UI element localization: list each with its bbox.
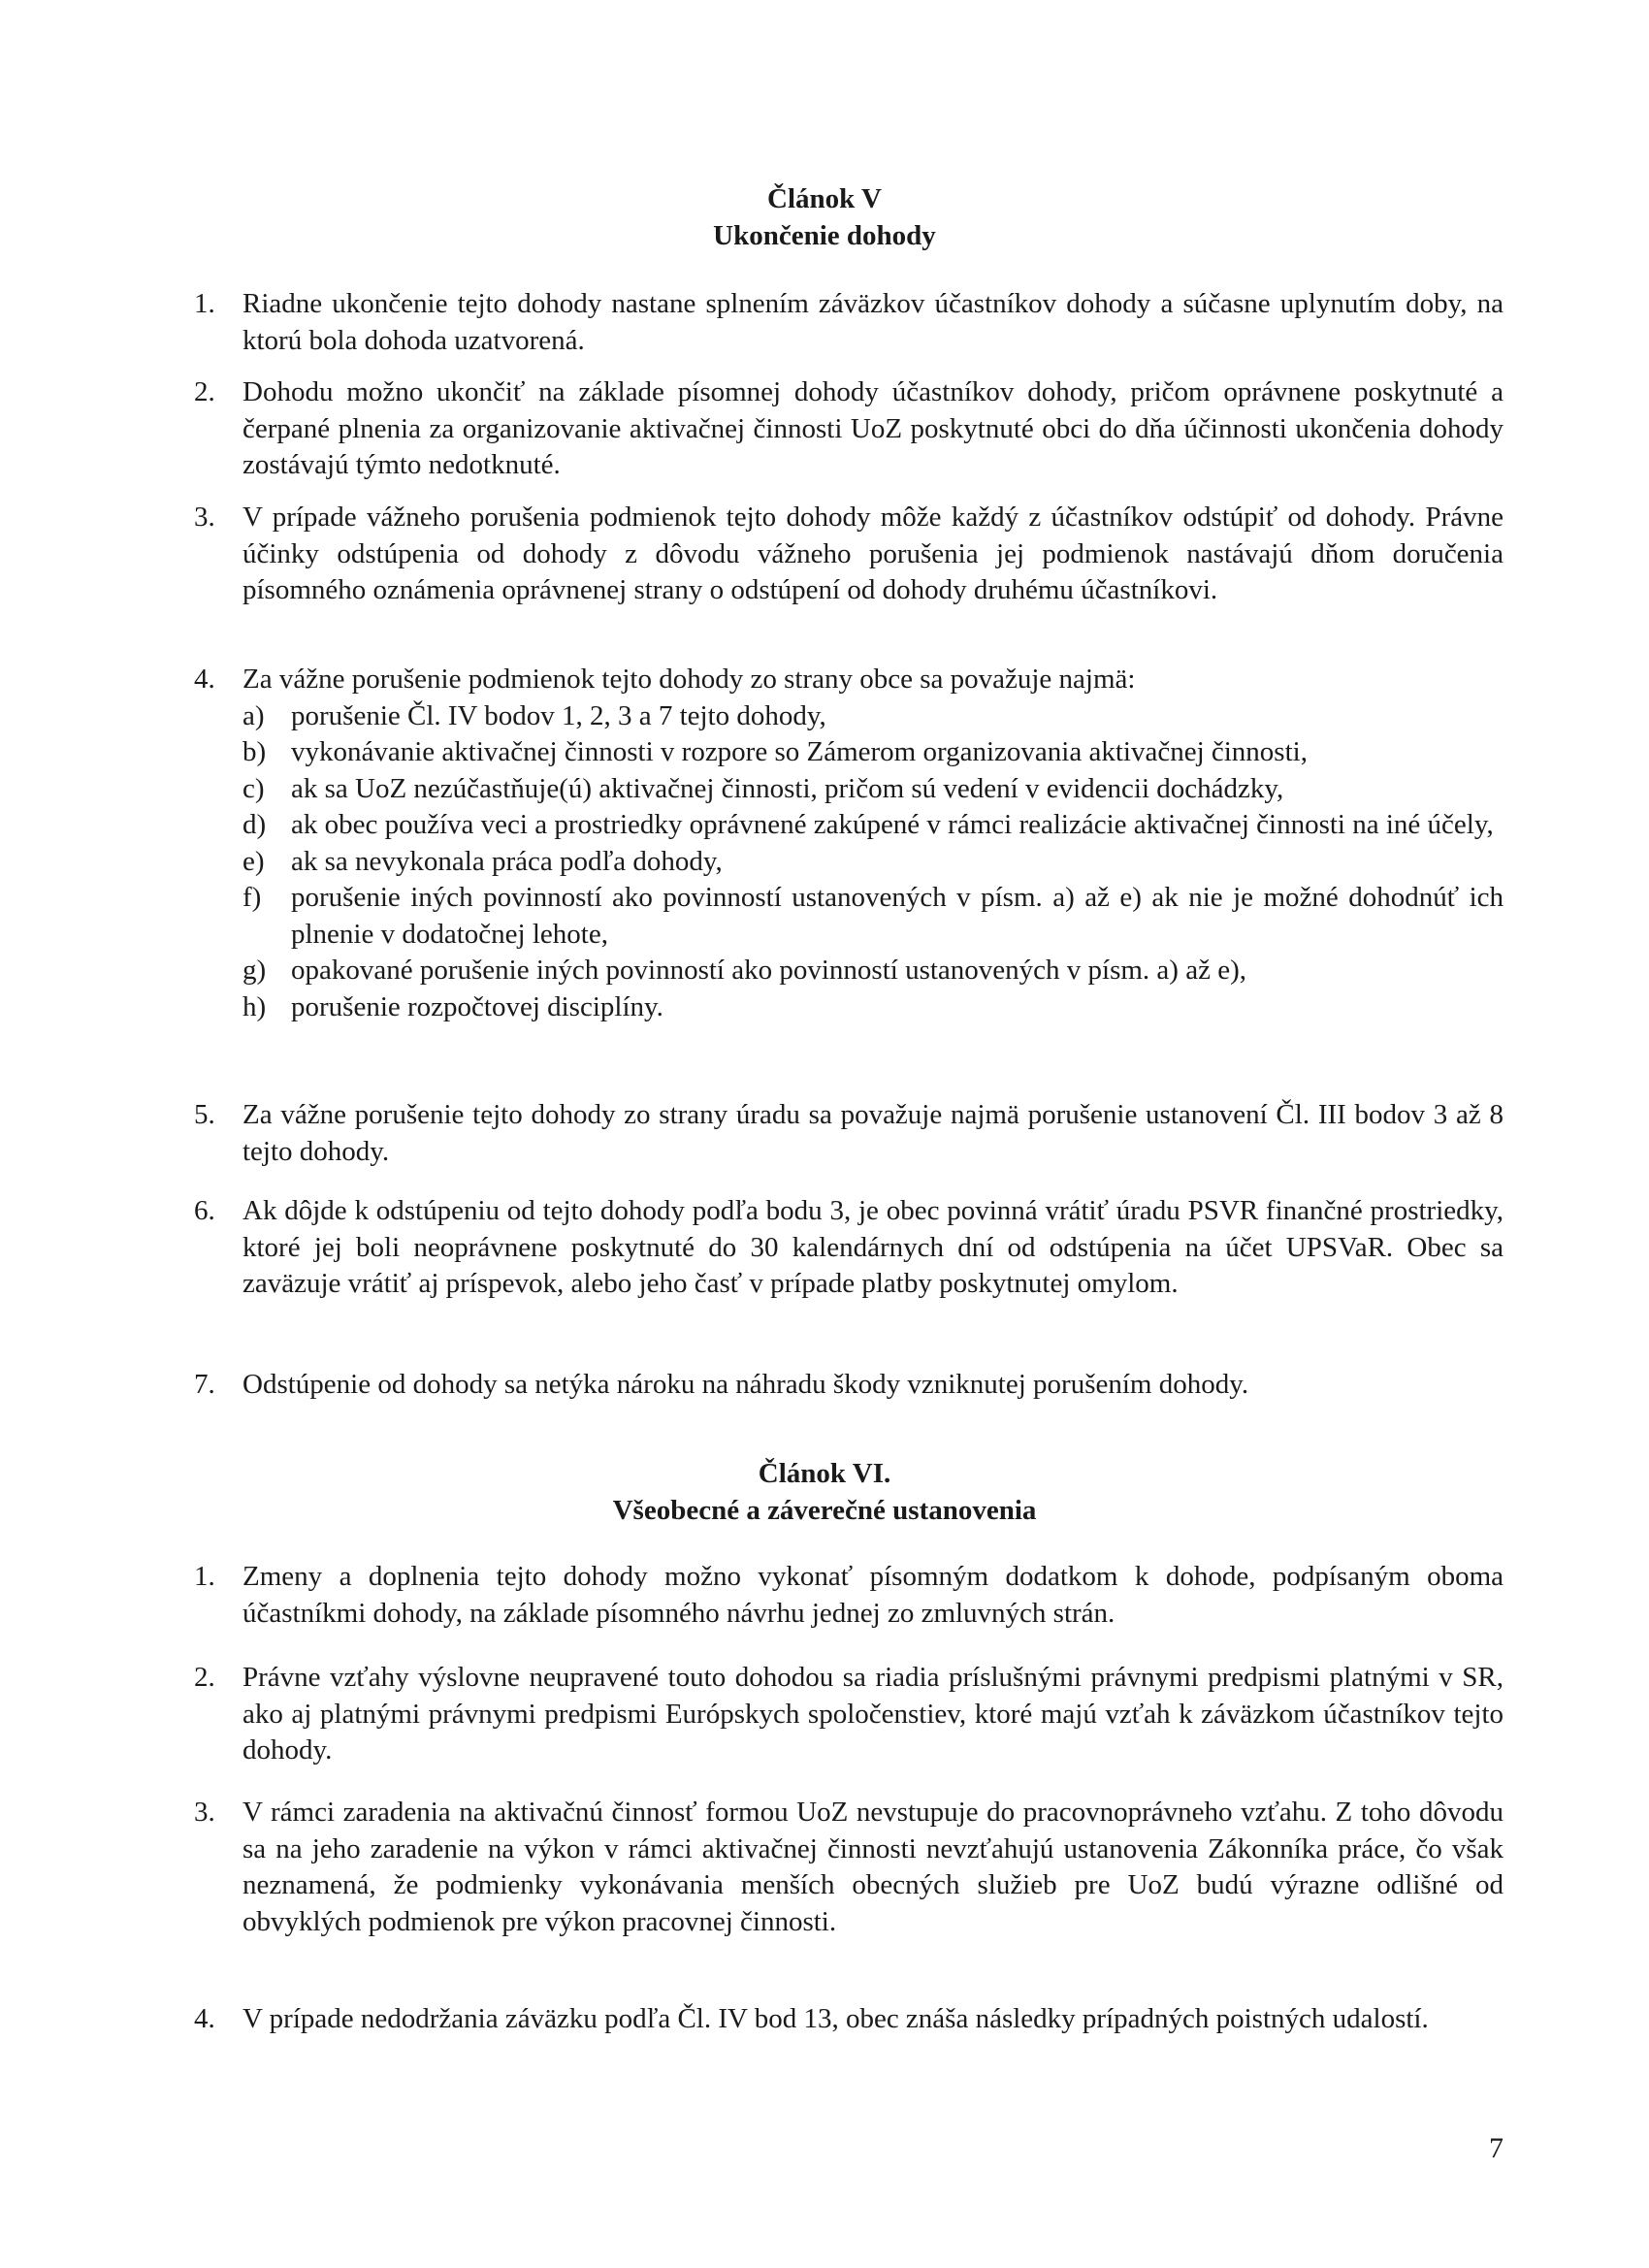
article-5-subheading: Ukončenie dohody (713, 220, 936, 251)
item-text: Zmeny a doplnenia tejto dohody možno vykonať písomným dodatkom k dohode, podpísaným oboma účastníkmi dohody, na základe písomného návrhu jednej zo zmluvných strán. (242, 1561, 1504, 1629)
sub-item-f (242, 880, 1504, 953)
sub-text: porušenie iných povinností ako povinností ustanovených v písm. a) až e) ak nie je možné dohodnúť ich plnenie v dodatočnej lehote, (291, 882, 1504, 950)
item-number: 2. (194, 1662, 215, 1693)
sub-text: ak sa UoZ nezúčastňuje(ú) aktivačnej činnosti, pričom sú vedení v evidencii dochádzky, (291, 772, 1284, 804)
item-text: Odstúpenie od dohody sa netýka nároku na náhradu škody vzniknutej porušením dohody. (242, 1369, 1249, 1400)
sub-letter: c) (242, 772, 265, 804)
sub-item-a (242, 698, 1504, 735)
sub-item-b (242, 734, 1504, 771)
sub-item-g (242, 953, 1504, 989)
item-number: 3. (194, 502, 215, 533)
article-6-item-4 (194, 2001, 1504, 2038)
item-text: V rámci zaradenia na aktivačnú činnosť formou UoZ nevstupuje do pracovnoprávneho vzťahu. Z toho dôvodu sa na jeho zaradenie na výkon v rámci aktivačnej činnosti nevzťahujú ustanovenia Zákonníka práce, čo však neznamená, že podmienky vykonávania menších obecných služieb pre UoZ budú výrazne odlišné od obvyklých podmienok pre výkon pracovnej činnosti. (242, 1797, 1504, 1937)
sub-letter: b) (242, 736, 267, 767)
item-number: 7. (194, 1369, 215, 1400)
article-5-item-5 (194, 1097, 1504, 1170)
sub-letter: e) (242, 845, 265, 877)
item-number: 4. (194, 2003, 215, 2034)
sub-text: opakované porušenie iných povinností ako povinností ustanovených v písm. a) až e), (291, 955, 1246, 986)
item-number: 3. (194, 1797, 215, 1828)
sub-item-h (242, 989, 1504, 1026)
sub-item-e (242, 844, 1504, 881)
sub-letter: h) (242, 990, 267, 1022)
article-5-item-3 (194, 500, 1504, 609)
item-text: Za vážne porušenie podmienok tejto dohody zo strany obce sa považuje najmä: (242, 664, 1136, 695)
item-number: 5. (194, 1099, 215, 1130)
article-5-item-7 (194, 1367, 1504, 1404)
article-5-item-4 (194, 662, 1504, 1025)
article-6-subheading: Všeobecné a záverečné ustanovenia (612, 1495, 1037, 1526)
sub-text: ak obec používa veci a prostriedky oprávnené zakúpené v rámci realizácie aktivačnej činnosti na iné účely, (291, 809, 1494, 840)
sub-list (242, 698, 1504, 1026)
sub-text: ak sa nevykonala práca podľa dohody, (291, 845, 723, 877)
article-5-item-6 (194, 1193, 1504, 1303)
item-text: V prípade vážneho porušenia podmienok tejto dohody môže každý z účastníkov odstúpiť od dohody. Právne účinky odstúpenia od dohody z dôvodu vážneho porušenia jej podmienok nastávajú dňom doručenia písomného oznámenia oprávnenej strany o odstúpení od dohody druhému účastníkovi. (242, 502, 1504, 605)
item-number: 2. (194, 376, 215, 407)
article-5-item-1 (194, 286, 1504, 359)
sub-text: porušenie Čl. IV bodov 1, 2, 3 a 7 tejto dohody, (291, 699, 826, 731)
article-6-heading: Článok VI. (758, 1458, 891, 1489)
item-number: 4. (194, 664, 215, 695)
item-number: 6. (194, 1195, 215, 1226)
sub-letter: a) (242, 699, 265, 731)
sub-item-d (242, 807, 1504, 844)
page-number: 7 (1489, 2132, 1504, 2164)
article-5-heading: Článok V (767, 183, 882, 214)
article-5-item-2 (194, 374, 1504, 484)
item-number: 1. (194, 288, 215, 319)
item-text: Za vážne porušenie tejto dohody zo strany úradu sa považuje najmä porušenie ustanovení Čl. III bodov 3 až 8 tejto dohody. (242, 1099, 1504, 1167)
sub-letter: g) (242, 955, 267, 986)
item-number: 1. (194, 1561, 215, 1592)
article-6-item-2 (194, 1660, 1504, 1769)
article-6-item-1 (194, 1559, 1504, 1632)
sub-text: vykonávanie aktivačnej činnosti v rozpore so Zámerom organizovania aktivačnej činnosti, (291, 736, 1308, 767)
sub-text: porušenie rozpočtovej disciplíny. (291, 990, 663, 1022)
item-text: Riadne ukončenie tejto dohody nastane splnením záväzkov účastníkov dohody a súčasne uplynutím doby, na ktorú bola dohoda uzatvorená. (242, 288, 1504, 356)
item-text: Dohodu možno ukončiť na základe písomnej dohody účastníkov dohody, pričom oprávnene poskytnuté a čerpané plnenia za organizovanie aktivačnej činnosti UoZ poskytnuté obci do dňa účinnosti ukončenia dohody zostávajú týmto nedotknuté. (242, 376, 1504, 480)
sub-letter: f) (242, 882, 262, 913)
item-text: Právne vzťahy výslovne neupravené touto dohodou sa riadia príslušnými právnymi predpismi platnými v SR, ako aj platnými právnymi predpismi Európskych spoločenstiev, ktoré majú vzťah k záväzkom účastníkov tejto dohody. (242, 1662, 1504, 1766)
sub-item-c (242, 771, 1504, 808)
sub-letter: d) (242, 809, 267, 840)
item-text: Ak dôjde k odstúpeniu od tejto dohody podľa bodu 3, je obec povinná vrátiť úradu PSVR finančné prostriedky, ktoré jej boli neoprávnene poskytnuté do 30 kalendárnych dní od odstúpenia na účet UPSVaR. Obec sa zaväzuje vrátiť aj príspevok, alebo jeho časť v prípade platby poskytnutej omylom. (242, 1195, 1504, 1299)
article-6-item-3 (194, 1795, 1504, 1940)
item-text: V prípade nedodržania záväzku podľa Čl. IV bod 13, obec znáša následky prípadných poistných udalostí. (242, 2003, 1429, 2034)
